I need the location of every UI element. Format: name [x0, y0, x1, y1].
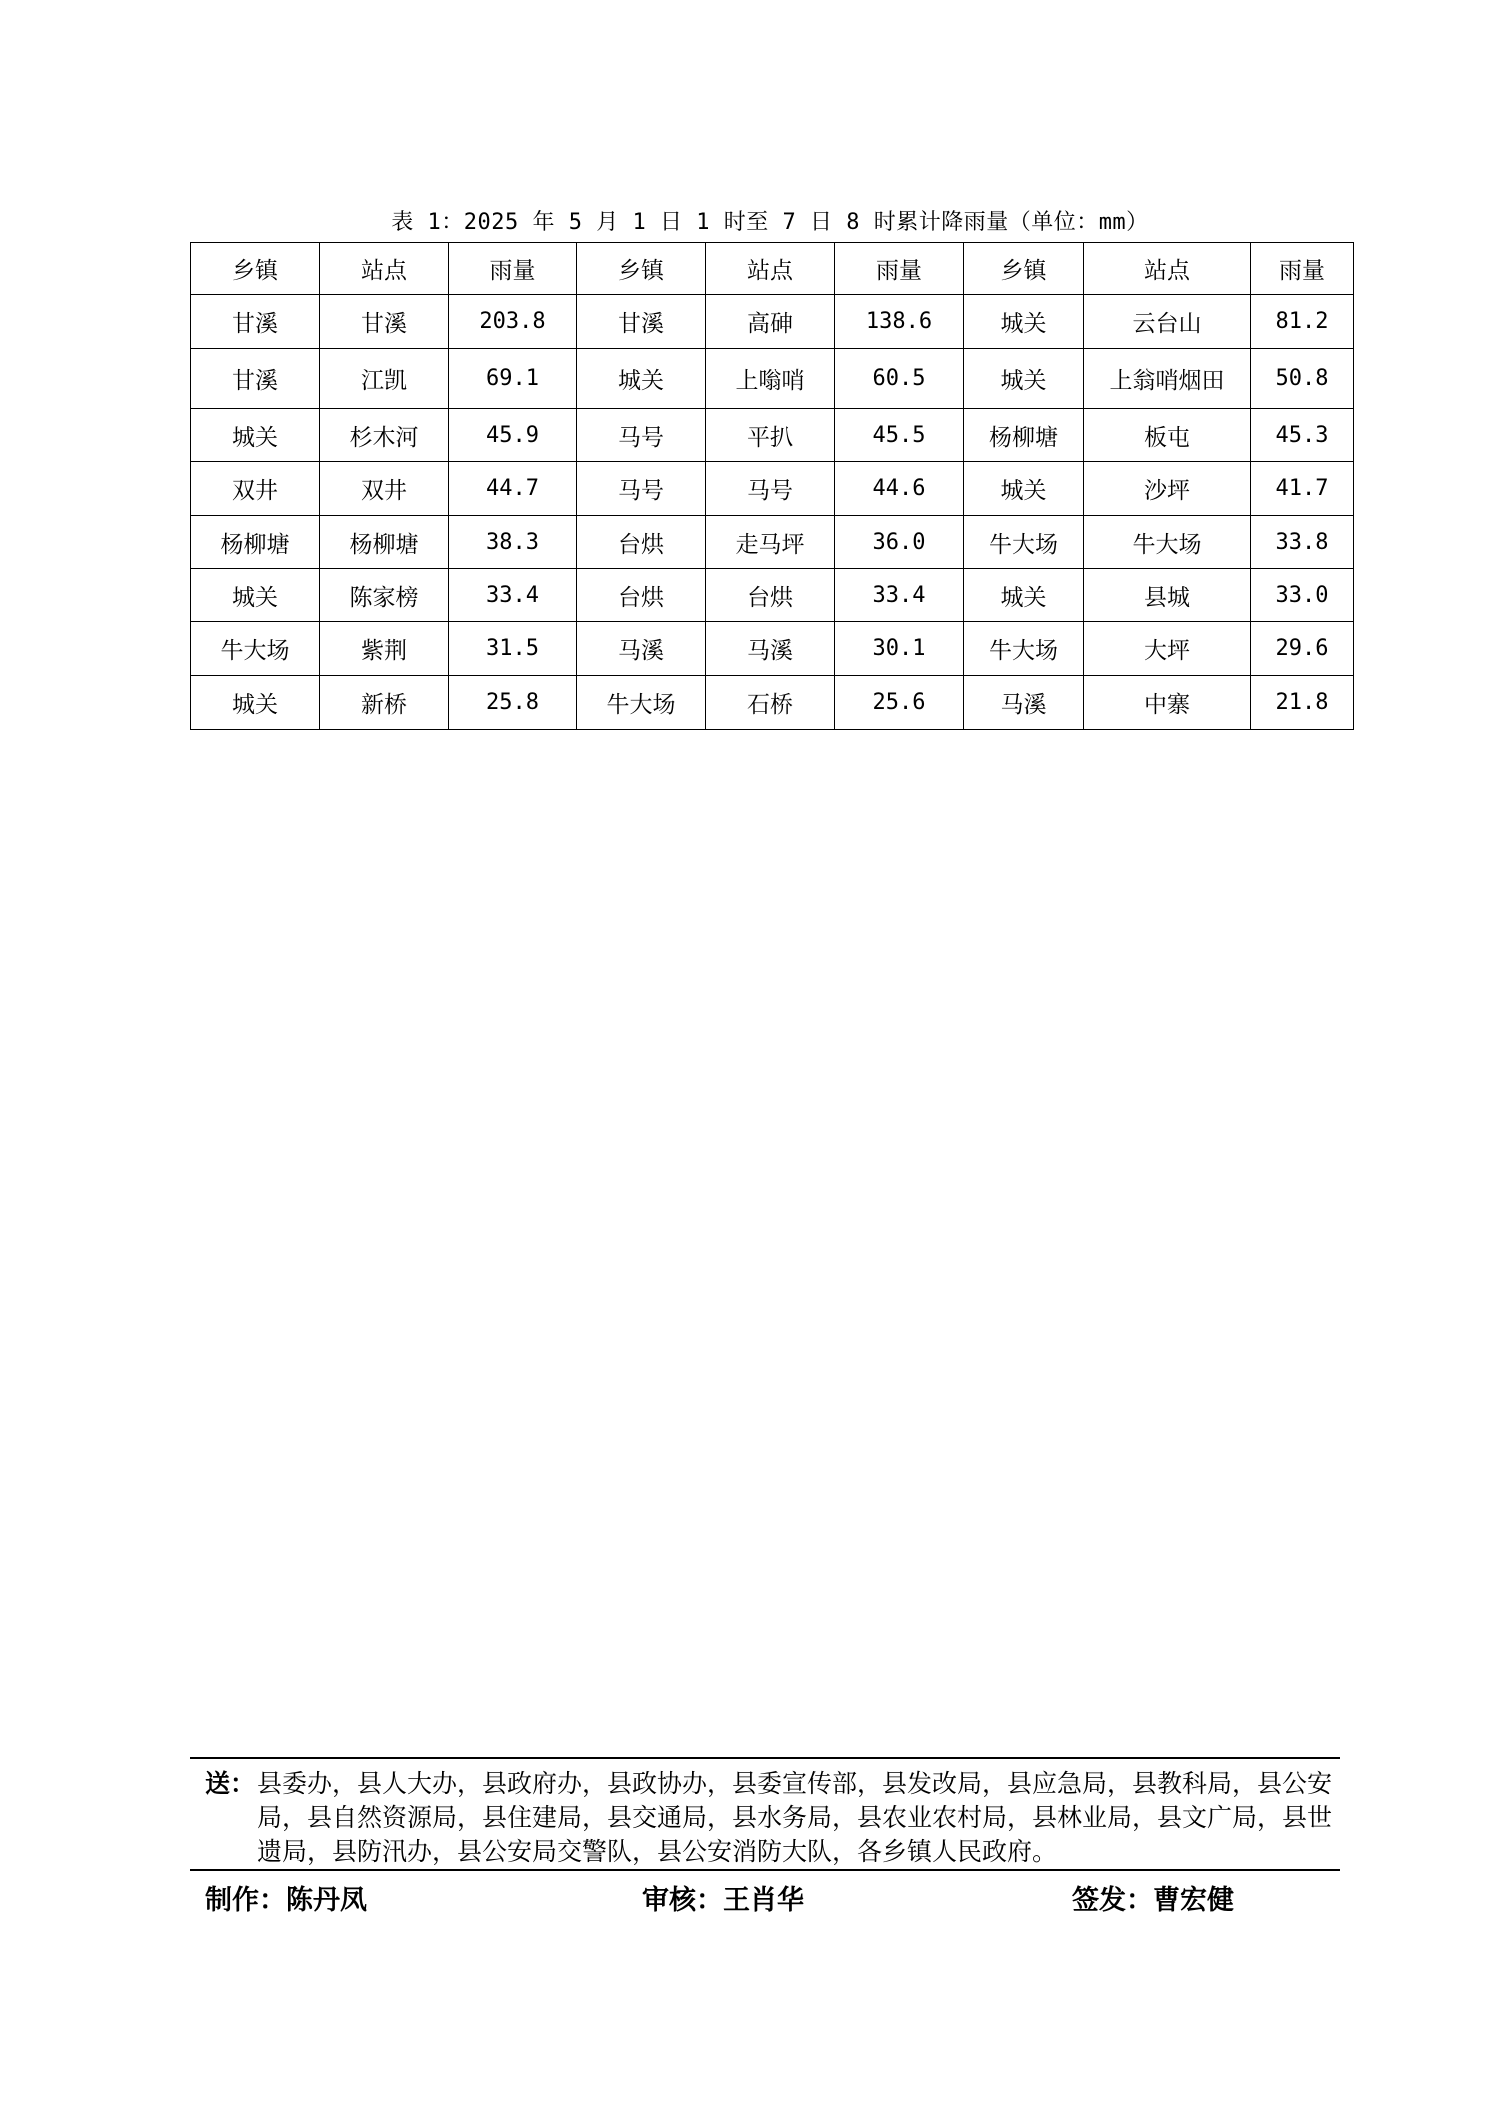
header-cell-township: 乡镇: [577, 243, 706, 295]
made-by: 制作：陈丹凤: [205, 1885, 367, 1916]
cell-township: 马号: [577, 462, 706, 516]
cell-rainfall: 44.7: [449, 462, 577, 516]
cell-rainfall: 33.0: [1251, 569, 1354, 622]
cell-rainfall: 45.9: [449, 409, 577, 462]
cell-township: 马号: [577, 409, 706, 462]
cell-rainfall: 45.5: [835, 409, 964, 462]
cell-rainfall: 38.3: [449, 516, 577, 569]
table-caption: 表 1：2025 年 5 月 1 日 1 时至 7 日 8 时累计降雨量（单位：mm）: [391, 210, 1149, 235]
cell-rainfall: 33.4: [835, 569, 964, 622]
cell-rainfall: 50.8: [1251, 349, 1354, 409]
cell-station: 杨柳塘: [320, 516, 449, 569]
cell-station: 台烘: [706, 569, 835, 622]
header-cell-station: 站点: [320, 243, 449, 295]
cell-station: 牛大场: [1084, 516, 1251, 569]
cell-station: 云台山: [1084, 295, 1251, 349]
rainfall-table: [190, 242, 1354, 730]
issued-by: 签发：曹宏健: [1072, 1885, 1234, 1916]
cell-station: 双井: [320, 462, 449, 516]
cell-township: 牛大场: [964, 516, 1084, 569]
table-row: [191, 462, 1354, 516]
cell-station: 平扒: [706, 409, 835, 462]
cell-station: 县城: [1084, 569, 1251, 622]
table-row: [191, 622, 1354, 676]
reviewed-by: 审核：王肖华: [642, 1885, 804, 1916]
footer-bottom-rule: [190, 1869, 1340, 1871]
header-cell-township: 乡镇: [964, 243, 1084, 295]
cell-station: 杉木河: [320, 409, 449, 462]
cell-township: 杨柳塘: [964, 409, 1084, 462]
header-cell-station: 站点: [706, 243, 835, 295]
cell-station: 新桥: [320, 676, 449, 730]
cell-station: 石桥: [706, 676, 835, 730]
cell-rainfall: 81.2: [1251, 295, 1354, 349]
table-row: [191, 569, 1354, 622]
table-header-row: [191, 243, 1354, 295]
cell-station: 陈家榜: [320, 569, 449, 622]
cell-township: 城关: [191, 409, 320, 462]
cell-station: 紫荆: [320, 622, 449, 676]
cell-township: 台烘: [577, 569, 706, 622]
cell-township: 甘溪: [191, 349, 320, 409]
cell-station: 马号: [706, 462, 835, 516]
cell-township: 城关: [577, 349, 706, 409]
cell-station: 沙坪: [1084, 462, 1251, 516]
cell-station: 甘溪: [320, 295, 449, 349]
cell-rainfall: 25.6: [835, 676, 964, 730]
cell-rainfall: 138.6: [835, 295, 964, 349]
cell-township: 城关: [964, 462, 1084, 516]
footer-top-rule: [190, 1757, 1340, 1759]
cell-township: 城关: [964, 349, 1084, 409]
cell-rainfall: 69.1: [449, 349, 577, 409]
cell-township: 城关: [964, 569, 1084, 622]
cell-township: 台烘: [577, 516, 706, 569]
cell-township: 甘溪: [191, 295, 320, 349]
cell-station: 大坪: [1084, 622, 1251, 676]
cell-township: 马溪: [577, 622, 706, 676]
cell-rainfall: 21.8: [1251, 676, 1354, 730]
cell-rainfall: 33.8: [1251, 516, 1354, 569]
send-label: 送：: [205, 1769, 256, 1798]
cell-township: 双井: [191, 462, 320, 516]
cell-rainfall: 36.0: [835, 516, 964, 569]
table-row: [191, 409, 1354, 462]
cell-rainfall: 45.3: [1251, 409, 1354, 462]
table-row: [191, 516, 1354, 569]
cell-station: 江凯: [320, 349, 449, 409]
cell-township: 城关: [191, 676, 320, 730]
cell-rainfall: 31.5: [449, 622, 577, 676]
cell-rainfall: 41.7: [1251, 462, 1354, 516]
cell-station: 板屯: [1084, 409, 1251, 462]
header-cell-rainfall: 雨量: [1251, 243, 1354, 295]
cell-rainfall: 44.6: [835, 462, 964, 516]
header-cell-rainfall: 雨量: [449, 243, 577, 295]
header-cell-township: 乡镇: [191, 243, 320, 295]
cell-township: 牛大场: [964, 622, 1084, 676]
cell-rainfall: 30.1: [835, 622, 964, 676]
cell-township: 甘溪: [577, 295, 706, 349]
cell-township: 牛大场: [191, 622, 320, 676]
cell-rainfall: 60.5: [835, 349, 964, 409]
cell-rainfall: 29.6: [1251, 622, 1354, 676]
table-row: [191, 676, 1354, 730]
header-cell-station: 站点: [1084, 243, 1251, 295]
cell-township: 城关: [191, 569, 320, 622]
cell-township: 城关: [964, 295, 1084, 349]
cell-rainfall: 33.4: [449, 569, 577, 622]
table-row: [191, 349, 1354, 409]
cell-station: 高砷: [706, 295, 835, 349]
cell-station: 走马坪: [706, 516, 835, 569]
cell-station: 上翁哨烟田: [1084, 349, 1251, 409]
cell-rainfall: 203.8: [449, 295, 577, 349]
cell-township: 杨柳塘: [191, 516, 320, 569]
table-row: [191, 295, 1354, 349]
cell-rainfall: 25.8: [449, 676, 577, 730]
cell-station: 中寨: [1084, 676, 1251, 730]
cell-station: 上嗡哨: [706, 349, 835, 409]
cell-township: 马溪: [964, 676, 1084, 730]
header-cell-rainfall: 雨量: [835, 243, 964, 295]
cell-township: 牛大场: [577, 676, 706, 730]
cell-station: 马溪: [706, 622, 835, 676]
send-recipients: 县委办，县人大办，县政府办，县政协办，县委宣传部，县发改局，县应急局，县教科局，县公安局，县自然资源局，县住建局，县交通局，县水务局，县农业农村局，县林业局，县文广局，县世遗局，县防汛办，县公安局交警队，县公安消防大队，各乡镇人民政府。: [257, 1769, 1333, 1866]
